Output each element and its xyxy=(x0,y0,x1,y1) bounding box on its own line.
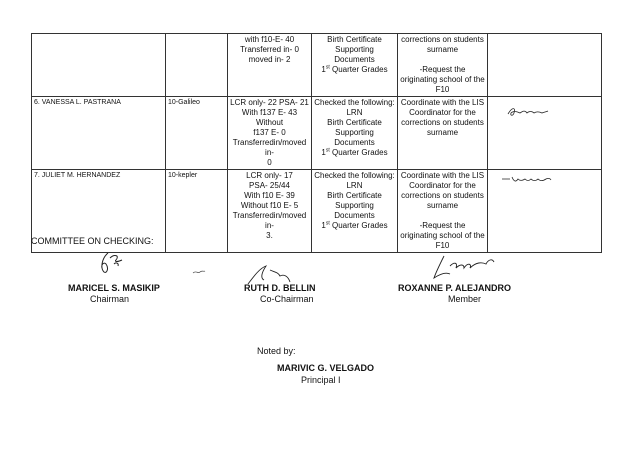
action-line: Coordinate with the LIS xyxy=(400,171,485,180)
signature-image xyxy=(504,105,550,119)
table-row xyxy=(32,34,602,97)
member-role-co-chairman: Co-Chairman xyxy=(260,294,314,304)
lcr-line: f137 E- 0 xyxy=(253,128,286,137)
masikip-signature xyxy=(92,250,128,282)
action-line: F10 xyxy=(435,85,450,94)
action-line: surname xyxy=(426,201,459,210)
lcr-line: moved in- 2 xyxy=(248,55,291,64)
quarter-grades-text: Quarter Grades xyxy=(329,148,388,157)
lcr-line: 0 xyxy=(267,158,272,167)
checked-line: Birth Certificate xyxy=(327,191,382,200)
action-line: Coordinator for the xyxy=(409,181,476,190)
section-cell: 10-kepler xyxy=(166,170,228,253)
member-role-chairman: Chairman xyxy=(90,294,130,304)
lcr-cell xyxy=(228,170,312,253)
learner-name-cell: 7. JULIET M. HERNANDEZ xyxy=(32,170,166,253)
lcr-line: Without f10 E- 5 xyxy=(240,201,299,210)
signature-cell xyxy=(488,170,602,253)
lcr-line: Transferredin/moved in- xyxy=(232,211,307,230)
principal-name: MARIVIC G. VELGADO xyxy=(277,363,375,373)
table-row xyxy=(32,97,602,170)
signature-cell xyxy=(488,97,602,170)
checked-cell xyxy=(312,97,398,170)
quarter-number: 1 xyxy=(321,221,326,230)
ordinal-suffix: st xyxy=(325,64,330,71)
checked-line: Checked the following: xyxy=(314,98,395,107)
action-line: Coordinator for the xyxy=(409,108,476,117)
action-line: Coordinate with the LIS xyxy=(400,98,485,107)
signature-image xyxy=(92,250,128,282)
principal-role: Principal I xyxy=(301,375,341,385)
bellin-initial-mark xyxy=(192,268,206,276)
checked-line: Checked the following: xyxy=(314,171,395,180)
member-role-member: Member xyxy=(448,294,482,304)
checked-line: Birth Certificate xyxy=(327,35,382,44)
lcr-line: Transferredin/moved in- xyxy=(232,138,307,157)
lcr-cell xyxy=(228,97,312,170)
signature-image xyxy=(500,173,552,185)
action-line: surname xyxy=(426,128,459,137)
member-name-co-chairman: RUTH D. BELLIN xyxy=(244,283,316,293)
lcr-line: With f137 E- 43 Without xyxy=(241,108,298,127)
signature-image xyxy=(430,252,496,282)
lcr-line: LCR only- 22 PSA- 21 xyxy=(230,98,309,107)
action-cell xyxy=(398,97,488,170)
checked-line xyxy=(314,221,395,231)
lcr-cell xyxy=(228,34,312,97)
learner-name-cell xyxy=(32,34,166,97)
action-line: surname xyxy=(426,45,459,54)
checked-line: Supporting Documents xyxy=(334,128,375,147)
action-line xyxy=(400,211,485,221)
action-line: originating school of the xyxy=(400,75,485,84)
checked-line: Supporting Documents xyxy=(334,201,375,220)
quarter-number: 1 xyxy=(321,65,326,74)
committee-heading: COMMITTEE ON CHECKING: xyxy=(31,236,154,246)
member-name-chairman: MARICEL S. MASIKIP xyxy=(68,283,160,293)
quarter-grades-text: Quarter Grades xyxy=(329,221,388,230)
action-line: F10 xyxy=(435,241,450,250)
member-name-member: ROXANNE P. ALEJANDRO xyxy=(398,283,512,293)
checked-line: Supporting Documents xyxy=(334,45,375,64)
signature-cell xyxy=(488,34,602,97)
action-line: corrections on students xyxy=(401,191,484,200)
action-line: corrections on students xyxy=(401,35,484,44)
checked-cell xyxy=(312,170,398,253)
lcr-line: 3. xyxy=(266,231,273,240)
checked-cell xyxy=(312,34,398,97)
section-cell: 10-Galileo xyxy=(166,97,228,170)
checked-line: LRN xyxy=(346,181,363,190)
quarter-grades-text: Quarter Grades xyxy=(329,65,388,74)
checked-line: Birth Certificate xyxy=(327,118,382,127)
checked-line xyxy=(314,148,395,158)
signature-image xyxy=(192,268,206,276)
lcr-line: with f10-E- 40 xyxy=(244,35,295,44)
action-line: originating school of the xyxy=(400,231,485,240)
checked-line xyxy=(314,65,395,75)
section-cell xyxy=(166,34,228,97)
lcr-line: Transferred in- 0 xyxy=(240,45,299,54)
action-line: -Request the xyxy=(419,221,466,230)
checked-line: LRN xyxy=(346,108,363,117)
noted-by-label: Noted by: xyxy=(257,346,296,356)
lcr-line: LCR only- 17 xyxy=(246,171,293,180)
ordinal-suffix: st xyxy=(325,147,330,154)
action-line: corrections on students xyxy=(401,118,484,127)
lcr-line: With f10 E- 39 xyxy=(244,191,295,200)
quarter-number: 1 xyxy=(321,148,326,157)
checking-table xyxy=(31,33,602,253)
alejandro-signature xyxy=(430,252,496,282)
ordinal-suffix: st xyxy=(325,220,330,227)
action-line: -Request the xyxy=(419,65,466,74)
lcr-line: PSA- 25/44 xyxy=(249,181,290,190)
learner-name-cell: 6. VANESSA L. PASTRANA xyxy=(32,97,166,170)
action-cell xyxy=(398,34,488,97)
action-cell xyxy=(398,170,488,253)
action-line xyxy=(400,55,485,65)
